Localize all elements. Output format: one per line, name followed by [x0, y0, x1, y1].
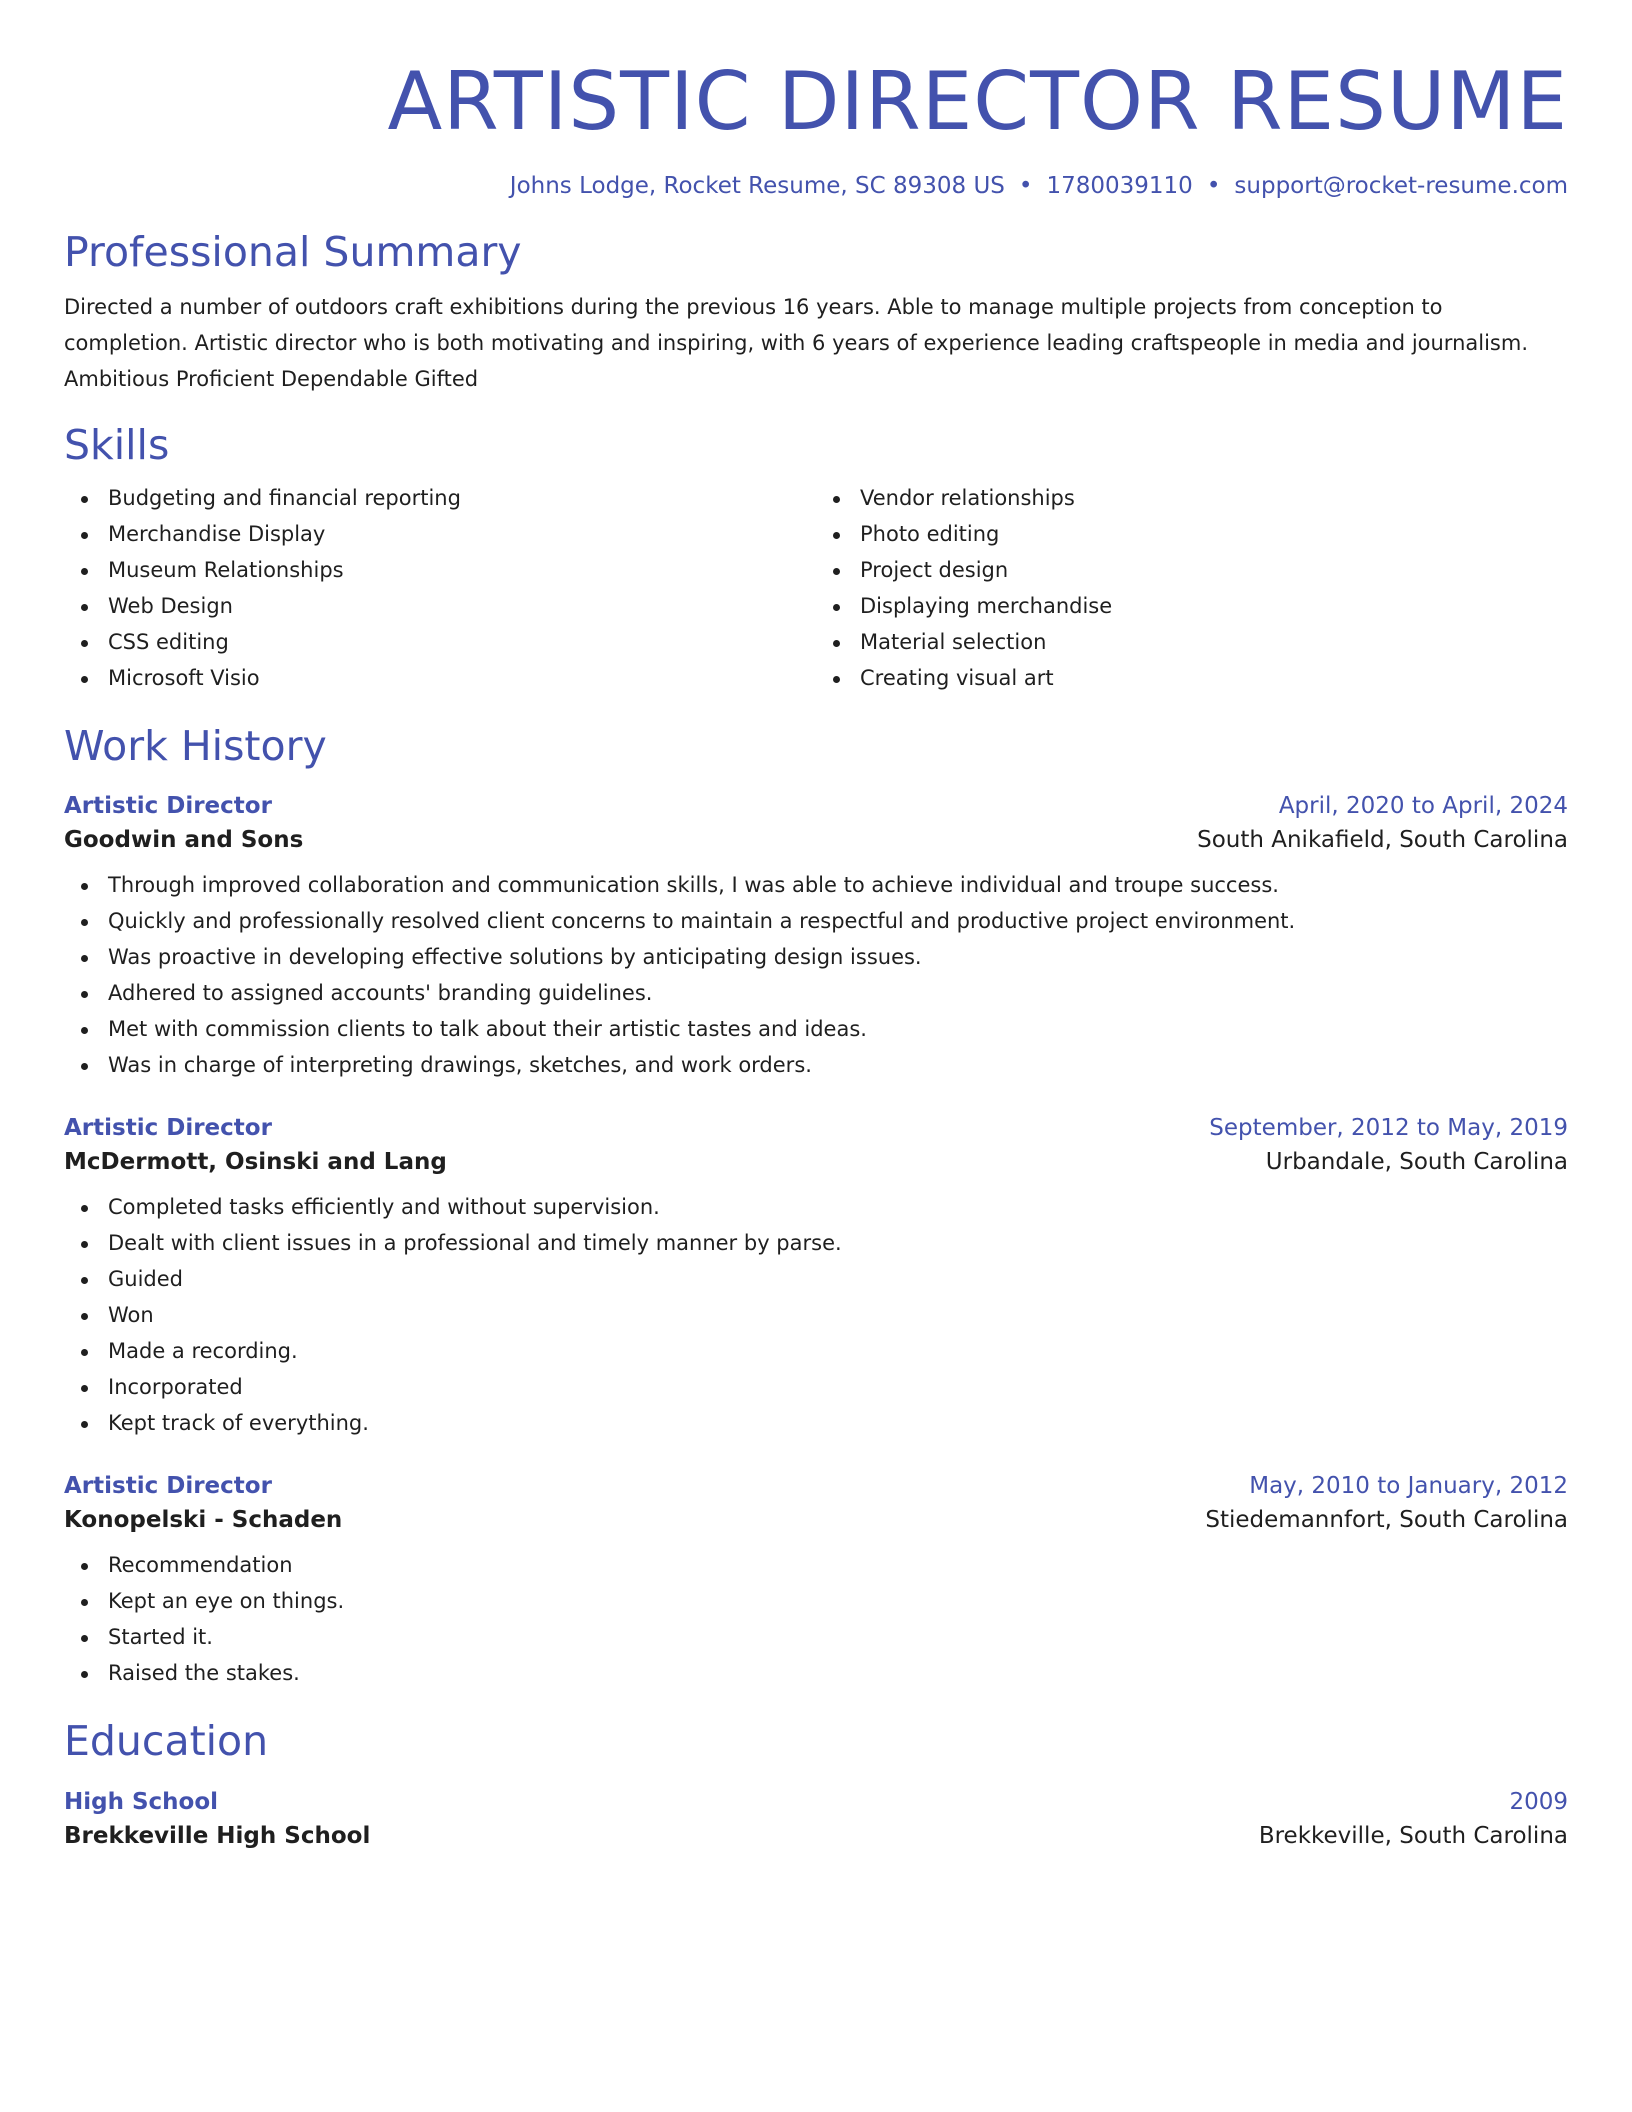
job-bullet: Kept an eye on things.	[108, 1583, 1568, 1619]
skills-heading: Skills	[64, 421, 170, 470]
education-degree: High School	[64, 1788, 219, 1815]
education-school: Brekkeville High School	[64, 1822, 371, 1849]
education-entry	[64, 1789, 1568, 1849]
resume-title: ARTISTIC DIRECTOR RESUME	[387, 55, 1568, 148]
job-employer: Konopelski - Schaden	[64, 1507, 343, 1534]
job-location: South Anikafield, South Carolina	[1197, 827, 1568, 854]
job-employer: Goodwin and Sons	[64, 827, 304, 854]
job-subheader	[64, 1507, 1568, 1533]
job-bullet: Kept track of everything.	[108, 1405, 1568, 1441]
skill-item: Project design	[860, 552, 1568, 588]
job-bullet: Adhered to assigned accounts' branding guidelines.	[108, 975, 1568, 1011]
job-bullets	[64, 1189, 1568, 1441]
job-subheader	[64, 1149, 1568, 1175]
job-title: Artistic Director	[64, 1115, 272, 1142]
job-location: Urbandale, South Carolina	[1265, 1149, 1568, 1176]
job-bullet: Raised the stakes.	[108, 1655, 1568, 1691]
skill-item: Web Design	[108, 588, 816, 624]
education-location: Brekkeville, South Carolina	[1258, 1822, 1568, 1849]
skills-list	[64, 480, 1568, 696]
job-bullet: Was proactive in developing effective solutions by anticipating design issues.	[108, 939, 1568, 975]
contact-separator: •	[1018, 173, 1033, 199]
job-bullet: Completed tasks efficiently and without supervision.	[108, 1189, 1568, 1225]
job-dates: May, 2010 to January, 2012	[1249, 1473, 1568, 1500]
job-title: Artistic Director	[64, 1473, 272, 1500]
job-bullet: Recommendation	[108, 1547, 1568, 1583]
skill-item: Museum Relationships	[108, 552, 816, 588]
contact-address: Johns Lodge, Rocket Resume, SC 89308 US	[509, 173, 1005, 199]
skill-item: Vendor relationships	[860, 480, 1568, 516]
skills-column-right	[816, 480, 1568, 696]
skill-item: Microsoft Visio	[108, 660, 816, 696]
contact-line	[64, 172, 1568, 202]
work-heading: Work History	[64, 722, 327, 771]
job-header	[64, 1473, 1568, 1499]
skill-item: Displaying merchandise	[860, 588, 1568, 624]
job-bullet: Incorporated	[108, 1369, 1568, 1405]
job-bullet: Started it.	[108, 1619, 1568, 1655]
education-subheader	[64, 1823, 1568, 1849]
job-bullet: Quickly and professionally resolved client concerns to maintain a respectful and productive project environment.	[108, 903, 1568, 939]
job-dates: April, 2020 to April, 2024	[1278, 793, 1568, 820]
job-bullet: Through improved collaboration and communication skills, I was able to achieve individual and troupe success.	[108, 867, 1568, 903]
job-location: Stiedemannfort, South Carolina	[1205, 1507, 1568, 1534]
skills-column-left	[64, 480, 816, 696]
job-bullet: Was in charge of interpreting drawings, sketches, and work orders.	[108, 1047, 1568, 1083]
skill-item: CSS editing	[108, 624, 816, 660]
skill-item: Material selection	[860, 624, 1568, 660]
job-entry	[64, 793, 1568, 1083]
skill-item: Merchandise Display	[108, 516, 816, 552]
job-title: Artistic Director	[64, 793, 272, 820]
skill-item: Budgeting and financial reporting	[108, 480, 816, 516]
job-employer: McDermott, Osinski and Lang	[64, 1149, 447, 1176]
education-heading: Education	[64, 1717, 269, 1766]
job-subheader	[64, 827, 1568, 853]
job-bullet: Made a recording.	[108, 1333, 1568, 1369]
job-bullets	[64, 867, 1568, 1083]
job-header	[64, 1115, 1568, 1141]
job-entry	[64, 1473, 1568, 1691]
contact-email: support@rocket-resume.com	[1234, 173, 1568, 199]
contact-separator: •	[1206, 173, 1221, 199]
skill-item: Photo editing	[860, 516, 1568, 552]
contact-phone: 1780039110	[1046, 173, 1193, 199]
summary-heading: Professional Summary	[64, 227, 522, 276]
job-bullet: Met with commission clients to talk about their artistic tastes and ideas.	[108, 1011, 1568, 1047]
job-bullet: Dealt with client issues in a professional and timely manner by parse.	[108, 1225, 1568, 1261]
skill-item: Creating visual art	[860, 660, 1568, 696]
job-bullet: Won	[108, 1297, 1568, 1333]
education-year: 2009	[1509, 1788, 1568, 1815]
summary-text: Directed a number of outdoors craft exhibitions during the previous 16 years. Able to manage multiple projects from conception to completion. Artistic director who is both motivating and inspiring, with 6 years of experience leading craftspeople in media and journalism. Ambitious Proficient Dependable Gifted	[64, 295, 1528, 392]
job-header	[64, 793, 1568, 819]
job-entry	[64, 1115, 1568, 1441]
education-header	[64, 1789, 1568, 1815]
job-bullets	[64, 1547, 1568, 1691]
job-dates: September, 2012 to May, 2019	[1209, 1115, 1568, 1142]
job-bullet: Guided	[108, 1261, 1568, 1297]
